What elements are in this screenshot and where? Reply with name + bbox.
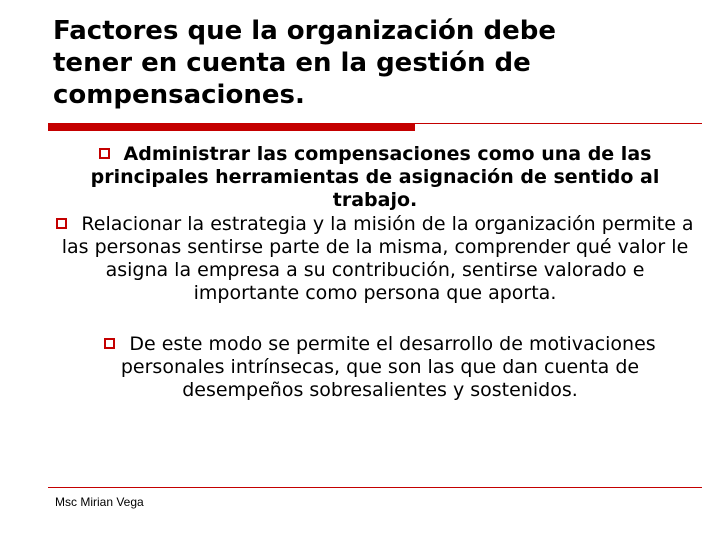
square-bullet-icon — [104, 338, 115, 349]
bullet-item-3 — [95, 333, 665, 402]
footer-divider-line — [48, 487, 702, 488]
bullet-item-2 — [55, 213, 695, 305]
bullet-item-1 — [55, 143, 695, 212]
slide-title: Factores que la organización debe tener en cuenta en la gestión de compensaciones. — [53, 16, 556, 110]
bullet-text-2: Relacionar la estrategia y la misión de la organización permite a las personas sentirse parte de la misma, comprender qué valor le asigna la empresa a su contribución, sentirse valorado e importante como persona que aporta. — [61, 213, 694, 304]
bullet-text-3: De este modo se permite el desarrollo de motivaciones personales intrínsecas, que son las que dan cuenta de desempeños sobresalientes y sostenidos. — [120, 333, 656, 401]
bullet-text-1: Administrar las compensaciones como una de las principales herramientas de asignación de sentido al trabajo. — [90, 143, 660, 211]
square-bullet-icon — [99, 148, 110, 159]
title-accent-bar — [48, 124, 415, 131]
footer-author: Msc Mirian Vega — [55, 495, 144, 509]
square-bullet-icon — [56, 218, 67, 229]
